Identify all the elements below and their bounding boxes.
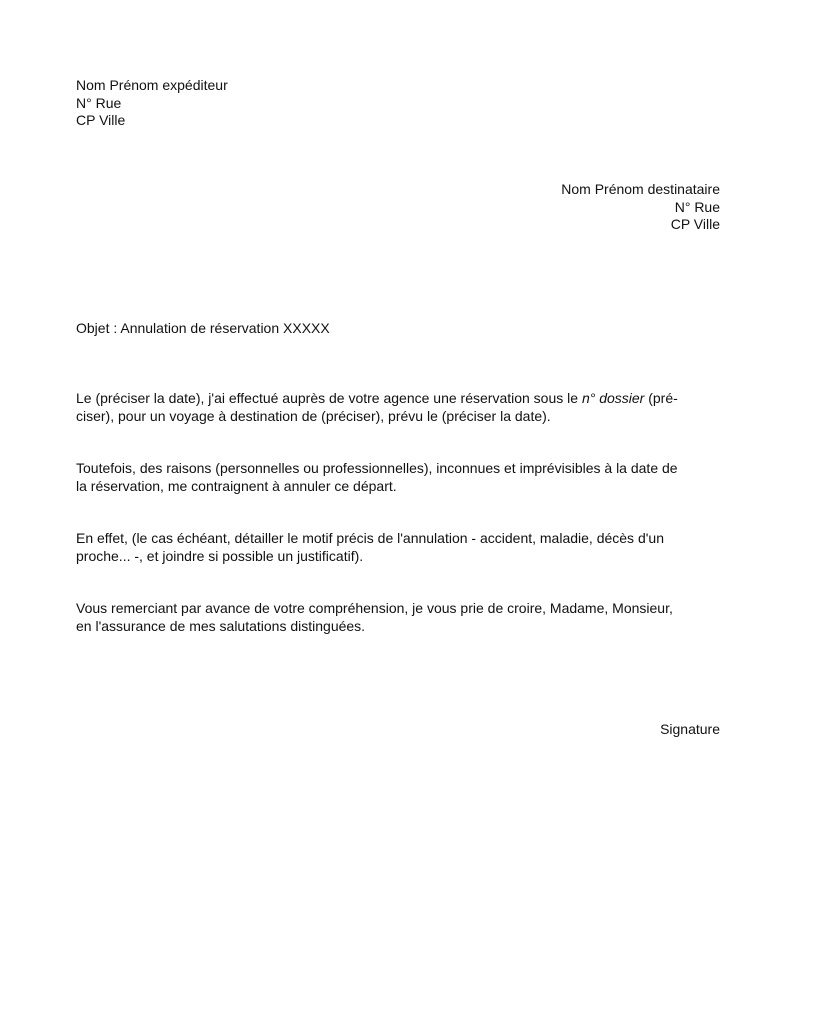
paragraph-reasons [76, 460, 721, 495]
sender-street: N° Rue [76, 94, 122, 111]
paragraph-closing [76, 600, 721, 635]
recipient-city: CP Ville [670, 216, 720, 232]
signature-label: Signature [660, 721, 720, 737]
paragraph-line: Toutefois, des raisons (personnelles ou professionnelles), inconnues et imprévisibles à la date de [76, 460, 678, 476]
paragraph-line: ciser), pour un voyage à destination de (préciser), prévu le (préciser la date). [76, 407, 551, 424]
paragraph-reservation [76, 390, 721, 425]
sender-city: CP Ville [76, 112, 126, 128]
paragraph-line: en l'assurance de mes salutations distinguées. [76, 617, 366, 634]
paragraph-line: En effet, (le cas échéant, détailler le motif précis de l'annulation - accident, maladie, décès d'un [76, 530, 664, 546]
paragraph-text: (pré- [644, 390, 678, 406]
recipient-street: N° Rue [674, 198, 720, 215]
paragraph-line [76, 390, 721, 408]
paragraph-line: proche... -, et joindre si possible un justificatif). [76, 547, 364, 564]
paragraph-details [76, 530, 721, 565]
paragraph-text: Le (préciser la date), j'ai effectué auprès de votre agence une réservation sous le [76, 390, 582, 406]
recipient-address [561, 181, 720, 234]
subject-line: Objet : Annulation de réservation XXXXX [76, 320, 330, 336]
paragraph-line: la réservation, me contraignent à annuler ce départ. [76, 477, 397, 494]
dossier-number-italic: n° dossier [581, 390, 645, 406]
sender-name: Nom Prénom expéditeur [76, 77, 228, 93]
sender-address [76, 77, 228, 130]
paragraph-line: Vous remerciant par avance de votre compréhension, je vous prie de croire, Madame, Monsieur, [76, 600, 673, 616]
recipient-name: Nom Prénom destinataire [561, 181, 720, 197]
